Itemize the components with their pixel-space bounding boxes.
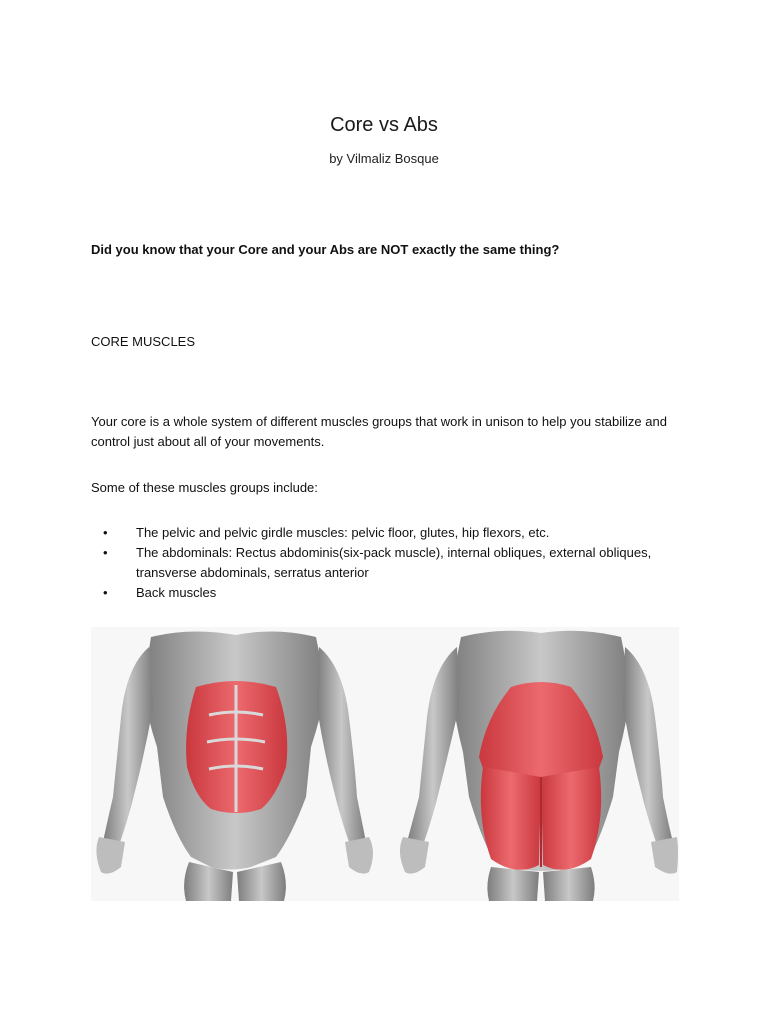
document-title: Core vs Abs (330, 114, 438, 136)
list-intro: Some of these muscles groups include: (91, 480, 318, 495)
core-description-paragraph: Your core is a whole system of different muscles groups that work in unison to help you stabilize and control just about all of your movements. (91, 414, 667, 449)
author-byline: by Vilmaliz Bosque (329, 151, 439, 166)
bullet-icon: • (103, 525, 108, 540)
front-torso-figure (96, 631, 373, 901)
muscle-group-list (91, 523, 691, 603)
list-item (91, 523, 691, 543)
bullet-icon: • (103, 545, 108, 560)
list-item-text: The pelvic and pelvic girdle muscles: pelvic floor, glutes, hip flexors, etc. (136, 525, 550, 540)
anatomy-illustration (91, 627, 679, 901)
bullet-icon: • (103, 585, 108, 600)
back-torso-figure (400, 631, 678, 901)
list-item-text: The abdominals: Rectus abdominis(six-pack muscle), internal obliques, external obliques, transverse abdominals, serratus anterior (136, 545, 652, 580)
list-item-text: Back muscles (136, 585, 217, 600)
list-item (91, 543, 691, 583)
section-heading: CORE MUSCLES (91, 334, 196, 349)
list-item (91, 583, 691, 603)
lead-question: Did you know that your Core and your Abs are NOT exactly the same thing? (91, 242, 560, 257)
